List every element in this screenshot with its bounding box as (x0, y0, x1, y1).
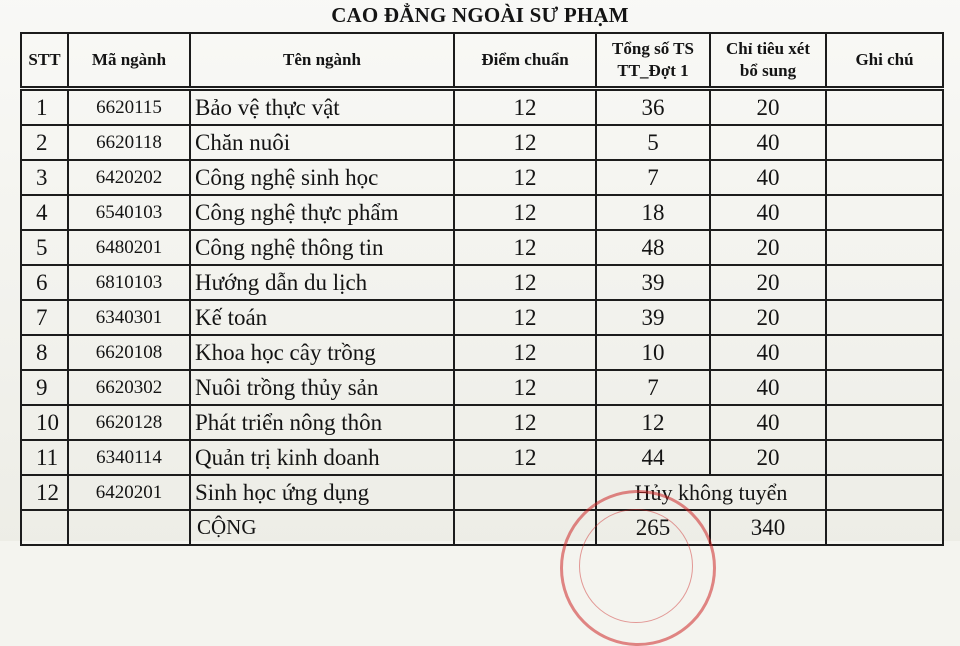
cell-note (826, 195, 943, 230)
cell-score: 12 (454, 335, 596, 370)
cell-note (826, 300, 943, 335)
table-row (21, 89, 943, 126)
cell-total: 5 (596, 125, 710, 160)
cell-note (826, 510, 943, 545)
total-quota-value: 340 (710, 510, 826, 545)
table-row (21, 405, 943, 440)
cell-stt: 10 (21, 405, 68, 440)
cell-code: 6340114 (68, 440, 190, 475)
header-tong-so (596, 33, 710, 89)
header-ten-nganh (190, 33, 454, 89)
cell-score (454, 510, 596, 545)
cell-quota: 20 (710, 89, 826, 126)
table-row-total (21, 510, 943, 545)
cell-score: 12 (454, 370, 596, 405)
header-ma-nganh-label: Mã ngành (91, 50, 167, 69)
cell-name: Công nghệ sinh học (190, 160, 454, 195)
total-label: CỘNG (190, 510, 454, 545)
cell-stt: 5 (21, 230, 68, 265)
cell-total: 7 (596, 370, 710, 405)
cell-note (826, 265, 943, 300)
cell-code: 6540103 (68, 195, 190, 230)
cell-quota: 40 (710, 195, 826, 230)
table-body (21, 89, 943, 546)
cell-note (826, 335, 943, 370)
cell-note (826, 230, 943, 265)
header-ma-nganh (68, 33, 190, 89)
table-row (21, 125, 943, 160)
table-row (21, 265, 943, 300)
cell-code (68, 510, 190, 545)
cell-stt: 11 (21, 440, 68, 475)
cell-score: 12 (454, 230, 596, 265)
header-stt (21, 33, 68, 89)
cell-score: 12 (454, 195, 596, 230)
cell-code: 6620115 (68, 89, 190, 126)
cell-total: 10 (596, 335, 710, 370)
cell-total: 18 (596, 195, 710, 230)
cell-note (826, 89, 943, 126)
table-row (21, 230, 943, 265)
cell-name: Chăn nuôi (190, 125, 454, 160)
header-ghi-chu-label: Ghi chú (855, 50, 914, 69)
cell-cancelled-note: Hủy không tuyển (596, 475, 826, 510)
cell-stt (21, 510, 68, 545)
header-diem-chuan (454, 33, 596, 89)
cell-name: Nuôi trồng thủy sản (190, 370, 454, 405)
cell-score: 12 (454, 300, 596, 335)
table-row (21, 370, 943, 405)
cell-code: 6420202 (68, 160, 190, 195)
cell-name: Quản trị kinh doanh (190, 440, 454, 475)
cell-score: 12 (454, 405, 596, 440)
cell-stt: 6 (21, 265, 68, 300)
cell-total: 39 (596, 300, 710, 335)
header-ghi-chu (826, 33, 943, 89)
cell-total: 7 (596, 160, 710, 195)
cell-code: 6420201 (68, 475, 190, 510)
header-chi-tieu (710, 33, 826, 89)
cell-score: 12 (454, 160, 596, 195)
cell-code: 6480201 (68, 230, 190, 265)
cell-total: 39 (596, 265, 710, 300)
cell-quota: 40 (710, 125, 826, 160)
cell-stt: 4 (21, 195, 68, 230)
cell-name: Công nghệ thông tin (190, 230, 454, 265)
cell-name: Sinh học ứng dụng (190, 475, 454, 510)
cell-code: 6620118 (68, 125, 190, 160)
header-diem-chuan-label: Điểm chuẩn (481, 50, 569, 69)
cell-name: Phát triển nông thôn (190, 405, 454, 440)
cell-stt: 9 (21, 370, 68, 405)
cell-total: 48 (596, 230, 710, 265)
cell-total: 36 (596, 89, 710, 126)
cell-note (826, 405, 943, 440)
cell-name: Hướng dẫn du lịch (190, 265, 454, 300)
cell-note (826, 370, 943, 405)
cell-name: Công nghệ thực phẩm (190, 195, 454, 230)
cell-score: 12 (454, 125, 596, 160)
cell-stt: 1 (21, 89, 68, 126)
table-header-row (21, 33, 943, 89)
cell-quota: 40 (710, 405, 826, 440)
cell-quota: 20 (710, 300, 826, 335)
cell-score: 12 (454, 440, 596, 475)
table-row (21, 440, 943, 475)
cell-score: 12 (454, 89, 596, 126)
header-tong-so-line2: TT_Đợt 1 (617, 61, 689, 80)
cell-code: 6810103 (68, 265, 190, 300)
cell-note (826, 125, 943, 160)
header-tong-so-line1: Tổng số TS (612, 39, 694, 58)
cell-stt: 2 (21, 125, 68, 160)
page-title: CAO ĐẲNG NGOÀI SƯ PHẠM (331, 3, 629, 27)
table-row (21, 335, 943, 370)
cell-name: Kế toán (190, 300, 454, 335)
cell-code: 6620128 (68, 405, 190, 440)
table-row (21, 160, 943, 195)
cell-stt: 3 (21, 160, 68, 195)
cell-total: 12 (596, 405, 710, 440)
table-row-cancelled (21, 475, 943, 510)
admission-table (20, 32, 944, 546)
cell-code: 6620302 (68, 370, 190, 405)
cell-note (826, 475, 943, 510)
cell-name: Bảo vệ thực vật (190, 89, 454, 126)
cell-note (826, 440, 943, 475)
total-sum-value: 265 (596, 510, 710, 545)
header-stt-label: STT (28, 50, 61, 69)
cell-quota: 20 (710, 230, 826, 265)
cell-note (826, 160, 943, 195)
cell-quota: 20 (710, 265, 826, 300)
cell-name: Khoa học cây trồng (190, 335, 454, 370)
cell-stt: 7 (21, 300, 68, 335)
cell-score: 12 (454, 265, 596, 300)
cell-code: 6340301 (68, 300, 190, 335)
header-chi-tieu-line2: bổ sung (739, 61, 797, 80)
cell-quota: 20 (710, 440, 826, 475)
cell-quota: 40 (710, 335, 826, 370)
table-row (21, 300, 943, 335)
header-chi-tieu-line1: Chỉ tiêu xét (725, 39, 811, 58)
cell-quota: 40 (710, 370, 826, 405)
cell-stt: 12 (21, 475, 68, 510)
header-ten-nganh-label: Tên ngành (283, 50, 361, 69)
cell-total: 44 (596, 440, 710, 475)
cell-quota: 40 (710, 160, 826, 195)
table-row (21, 195, 943, 230)
cell-code: 6620108 (68, 335, 190, 370)
cell-score (454, 475, 596, 510)
cell-stt: 8 (21, 335, 68, 370)
